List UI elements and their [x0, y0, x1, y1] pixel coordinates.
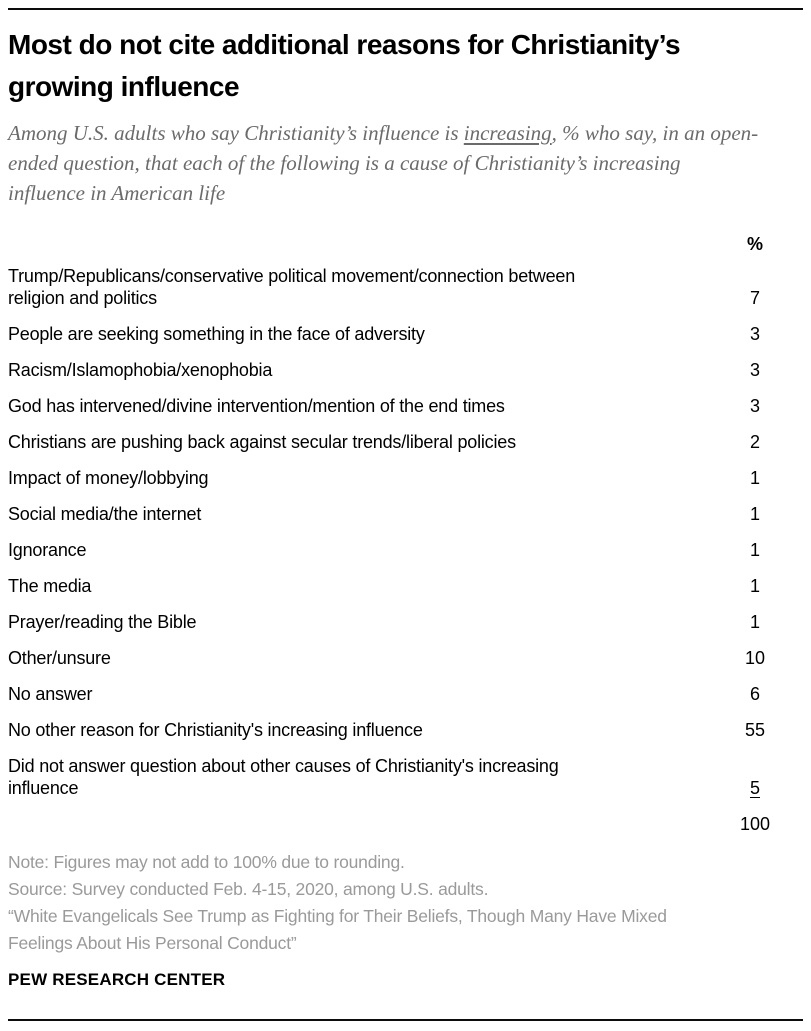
- table-row: [8, 395, 803, 417]
- row-value: 1: [749, 468, 760, 488]
- row-value: 1: [749, 540, 760, 560]
- row-value: 5: [749, 778, 760, 798]
- row-label: No other reason for Christianity's increasing influence: [8, 720, 423, 740]
- row-value: 6: [749, 684, 760, 704]
- table-row: [8, 611, 803, 633]
- source-line: Source: Survey conducted Feb. 4-15, 2020, among U.S. adults.: [8, 879, 489, 899]
- row-value: 3: [749, 360, 760, 380]
- row-value: 2: [749, 432, 760, 452]
- row-label: No answer: [8, 684, 93, 704]
- row-value: 1: [749, 576, 760, 596]
- row-label: Racism/Islamophobia/xenophobia: [8, 360, 273, 380]
- row-value: 3: [749, 324, 760, 344]
- row-label: Ignorance: [8, 540, 87, 560]
- subtitle-text-after: , % who say, in an open-ended question, that each of the following is a cause of Christianity’s increasing influence in American life: [8, 121, 759, 205]
- table-total-row: [8, 813, 803, 835]
- note-line: Note: Figures may not add to 100% due to rounding.: [8, 852, 405, 872]
- row-value: 7: [749, 288, 760, 308]
- table-row: [8, 503, 803, 525]
- table-body: [8, 265, 803, 799]
- percent-column-header: %: [746, 234, 763, 254]
- row-label: Other/unsure: [8, 648, 111, 668]
- row-label: Christians are pushing back against secular trends/liberal policies: [8, 432, 516, 452]
- row-value: 10: [744, 648, 766, 668]
- table-row: [8, 719, 803, 741]
- table-row: [8, 265, 803, 309]
- row-value: 1: [749, 504, 760, 524]
- chart-title: Most do not cite additional reasons for Christianity’s growing influence: [8, 29, 681, 102]
- row-label: God has intervened/divine intervention/mention of the end times: [8, 396, 505, 416]
- report-title-line: “White Evangelicals See Trump as Fighting for Their Beliefs, Though Many Have Mixed Feelings About His Personal Conduct”: [8, 906, 667, 953]
- subtitle-text-before: Among U.S. adults who say Christianity’s influence is: [8, 121, 464, 145]
- table-row: [8, 323, 803, 345]
- row-label: Impact of money/lobbying: [8, 468, 209, 488]
- table-header-row: [8, 233, 803, 255]
- pew-research-center-wordmark: PEW RESEARCH CENTER: [8, 970, 226, 989]
- total-value: 100: [739, 814, 771, 834]
- row-label: Trump/Republicans/conservative political movement/connection between religion and politics: [8, 266, 576, 308]
- row-label: People are seeking something in the face of adversity: [8, 324, 425, 344]
- subtitle-underlined-word: increasing: [463, 121, 552, 145]
- row-label: Prayer/reading the Bible: [8, 612, 197, 632]
- top-divider: [8, 8, 803, 10]
- table-row: [8, 539, 803, 561]
- row-value: 3: [749, 396, 760, 416]
- table-row: [8, 431, 803, 453]
- row-label: The media: [8, 576, 92, 596]
- row-label: Did not answer question about other causes of Christianity's increasing influence: [8, 756, 559, 798]
- chart-subtitle: [8, 118, 760, 208]
- bottom-divider: [8, 1019, 803, 1021]
- footnotes: [8, 849, 803, 957]
- pew-chart-card: [0, 8, 811, 1031]
- data-table: [8, 233, 803, 835]
- row-value: 55: [744, 720, 766, 740]
- table-row: [8, 575, 803, 597]
- table-row: [8, 467, 803, 489]
- row-value: 1: [749, 612, 760, 632]
- table-row: [8, 647, 803, 669]
- table-row: [8, 359, 803, 381]
- table-row: [8, 683, 803, 705]
- row-label: Social media/the internet: [8, 504, 202, 524]
- table-row: [8, 755, 803, 799]
